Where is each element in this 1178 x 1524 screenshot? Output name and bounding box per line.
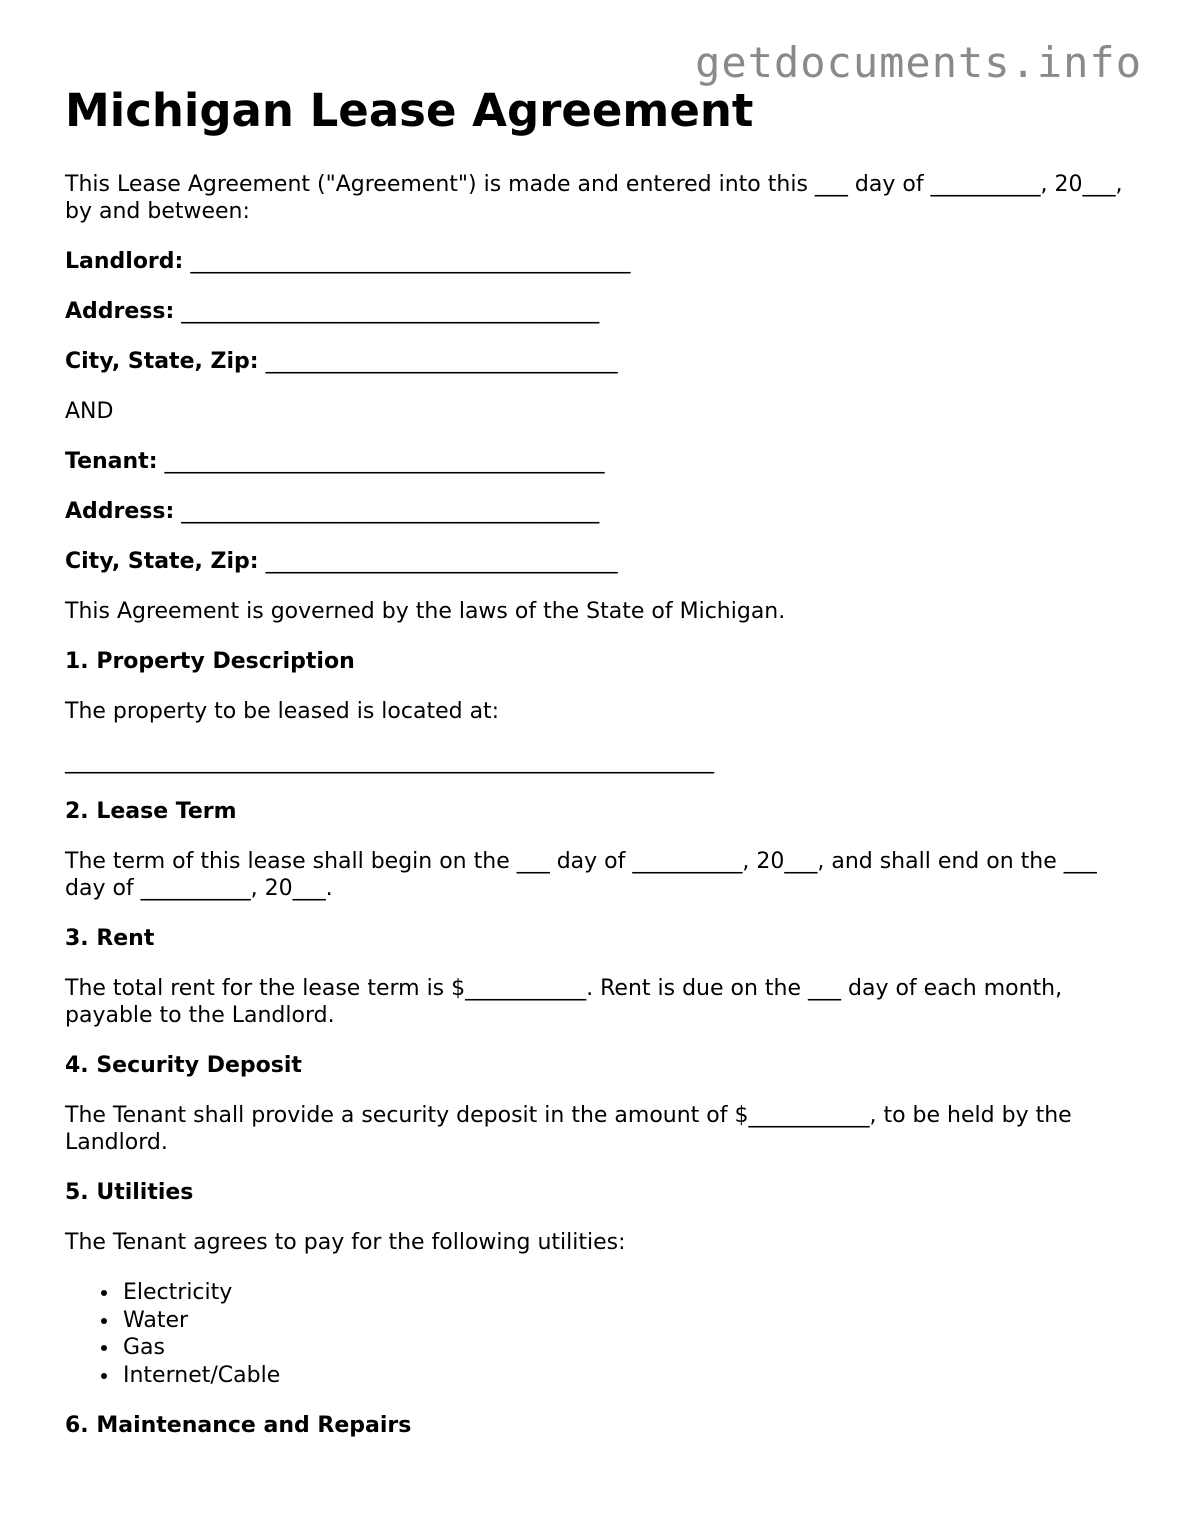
lease-term-text: The term of this lease shall begin on the ___ day of __________, 20___, and shall end on the ___ day of __________, 20___. [65, 849, 1097, 901]
list-item: Gas [123, 1334, 1125, 1362]
tenant-name-label: Tenant: [65, 449, 158, 474]
tenant-csz-blank[interactable]: ________________________________ [265, 549, 618, 574]
security-deposit-text: The Tenant shall provide a security deposit in the amount of $___________, to be held by the Landlord. [65, 1103, 1072, 1155]
utilities-list [65, 1279, 1125, 1389]
landlord-address-blank[interactable]: ______________________________________ [181, 299, 600, 324]
governing-law-text: This Agreement is governed by the laws of the State of Michigan. [65, 599, 786, 624]
tenant-name-blank[interactable]: ________________________________________ [164, 449, 605, 474]
section-heading-rent: 3. Rent [65, 926, 155, 951]
list-item: Electricity [123, 1279, 1125, 1307]
tenant-csz-label: City, State, Zip: [65, 549, 259, 574]
and-separator: AND [65, 399, 114, 424]
section-heading-property: 1. Property Description [65, 649, 355, 674]
section-heading-security-deposit: 4. Security Deposit [65, 1053, 302, 1078]
landlord-csz-field [65, 348, 1125, 375]
landlord-address-field [65, 298, 1125, 325]
property-text: The property to be leased is located at: [65, 699, 500, 724]
section-heading-maintenance: 6. Maintenance and Repairs [65, 1413, 412, 1438]
tenant-address-label: Address: [65, 499, 175, 524]
watermark: getdocuments.info [695, 38, 1142, 87]
landlord-name-field [65, 248, 1125, 275]
landlord-csz-label: City, State, Zip: [65, 349, 259, 374]
document-page [65, 82, 1125, 1439]
intro-paragraph: This Lease Agreement ("Agreement") is made and entered into this ___ day of __________, 20___, by and between: [65, 172, 1123, 224]
utilities-text: The Tenant agrees to pay for the following utilities: [65, 1230, 626, 1255]
tenant-csz-field [65, 548, 1125, 575]
section-heading-lease-term: 2. Lease Term [65, 799, 237, 824]
tenant-address-field [65, 498, 1125, 525]
tenant-address-blank[interactable]: ______________________________________ [181, 499, 600, 524]
landlord-name-blank[interactable]: ________________________________________ [190, 249, 631, 274]
list-item: Internet/Cable [123, 1362, 1125, 1390]
list-item: Water [123, 1307, 1125, 1335]
landlord-csz-blank[interactable]: ________________________________ [265, 349, 618, 374]
property-address-blank[interactable]: ___________________________________________________________ [65, 749, 714, 774]
landlord-name-label: Landlord: [65, 249, 184, 274]
tenant-name-field [65, 448, 1125, 475]
section-heading-utilities: 5. Utilities [65, 1180, 194, 1205]
landlord-address-label: Address: [65, 299, 175, 324]
document-title: Michigan Lease Agreement [65, 84, 754, 137]
rent-text: The total rent for the lease term is $___________. Rent is due on the ___ day of each month, payable to the Landlord. [65, 976, 1063, 1028]
